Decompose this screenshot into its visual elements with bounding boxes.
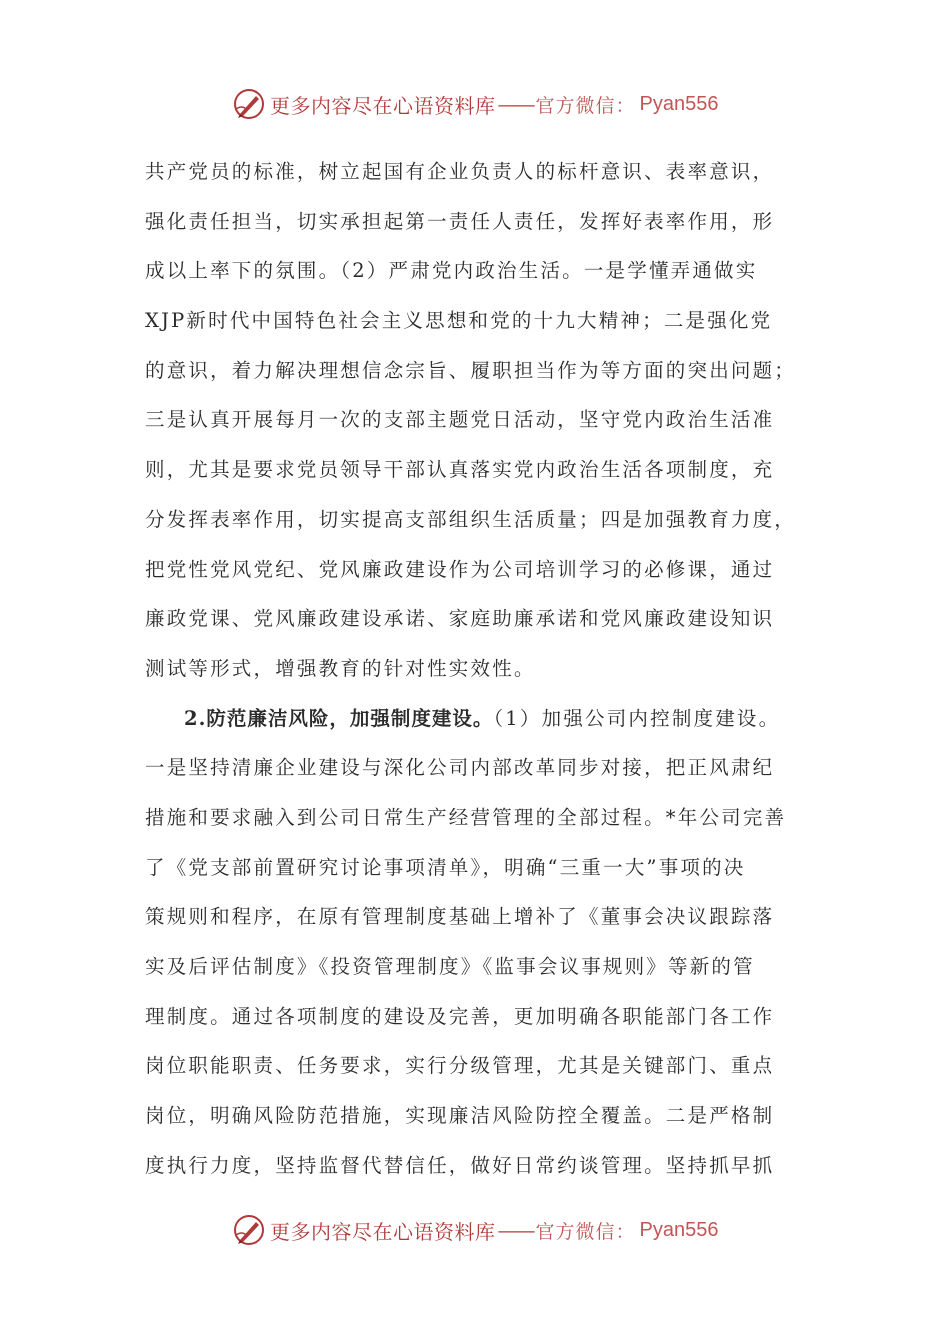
section-first-line xyxy=(145,694,807,744)
banner-brand-text: 更多内容尽在心语资料库 xyxy=(270,93,496,118)
text-line: 一是坚持清廉企业建设与深化公司内部改革同步对接，把正风肃纪 xyxy=(145,756,775,780)
banner-brand-text: 更多内容尽在心语资料库 xyxy=(270,1219,496,1244)
text-line: 理制度。通过各项制度的建设及完善，更加明确各职能部门各工作 xyxy=(145,1004,775,1028)
text-line: 岗位，明确风险防范措施，实现廉洁风险防控全覆盖。二是严格制 xyxy=(145,1104,775,1128)
text-line: 的意识，着力解决理想信念宗旨、履职担当作为等方面的突出问题； xyxy=(145,358,797,382)
text-line: 成以上率下的氛围。（2）严肃党内政治生活。一是学懂弄通做实 xyxy=(145,259,758,283)
banner-wechat-id: Pyan556 xyxy=(639,92,719,115)
text-line: 分发挥表率作用，切实提高支部组织生活质量；四是加强教育力度， xyxy=(145,507,797,531)
text-line: 廉政党课、党风廉政建设承诺、家庭助廉承诺和党风廉政建设知识 xyxy=(145,607,775,631)
banner-wechat-id: Pyan556 xyxy=(639,1218,719,1241)
text-line: 岗位职能职责、任务要求，实行分级管理，尤其是关键部门、重点 xyxy=(145,1054,775,1078)
header-banner xyxy=(232,84,718,124)
text-line: 度执行力度，坚持监督代替信任，做好日常约谈管理。坚持抓早抓 xyxy=(145,1153,775,1177)
footer-banner xyxy=(232,1210,718,1250)
text-line: 了《党支部前置研究讨论事项清单》，明确“三重一大”事项的决 xyxy=(145,855,746,879)
pen-logo-icon xyxy=(232,1213,266,1247)
text-line: 策规则和程序，在原有管理制度基础上增补了《董事会决议跟踪落 xyxy=(145,905,775,929)
text-line: 则，尤其是要求党员领导干部认真落实党内政治生活各项制度，充 xyxy=(145,458,775,482)
banner-wechat-label: 官方微信： xyxy=(535,1220,636,1243)
section-first-line-text: （1）加强公司内控制度建设。 xyxy=(493,706,781,730)
banner-dash: —— xyxy=(497,1218,534,1242)
text-line: 实及后评估制度》《投资管理制度》《监事会议事规则》等新的管 xyxy=(145,955,755,978)
pen-logo-icon xyxy=(232,87,266,121)
section-heading: 2.防范廉洁风险，加强制度建设。 xyxy=(184,706,494,730)
document-body xyxy=(145,147,807,1190)
text-line: XJP新时代中国特色社会主义思想和党的十九大精神；二是强化党 xyxy=(145,309,773,333)
text-line: 把党性党风党纪、党风廉政建设作为公司培训学习的必修课，通过 xyxy=(145,557,775,581)
text-line: 强化责任担当，切实承担起第一责任人责任，发挥好表率作用，形 xyxy=(145,209,775,233)
text-line: 措施和要求融入到公司日常生产经营管理的全部过程。*年公司完善 xyxy=(145,805,787,829)
text-line: 三是认真开展每月一次的支部主题党日活动，坚守党内政治生活准 xyxy=(145,408,775,432)
text-line: 测试等形式，增强教育的针对性实效性。 xyxy=(145,656,536,680)
banner-dash: —— xyxy=(497,92,534,116)
banner-wechat-label: 官方微信： xyxy=(535,94,636,117)
text-line: 共产党员的标准，树立起国有企业负责人的标杆意识、表率意识， xyxy=(145,160,775,183)
